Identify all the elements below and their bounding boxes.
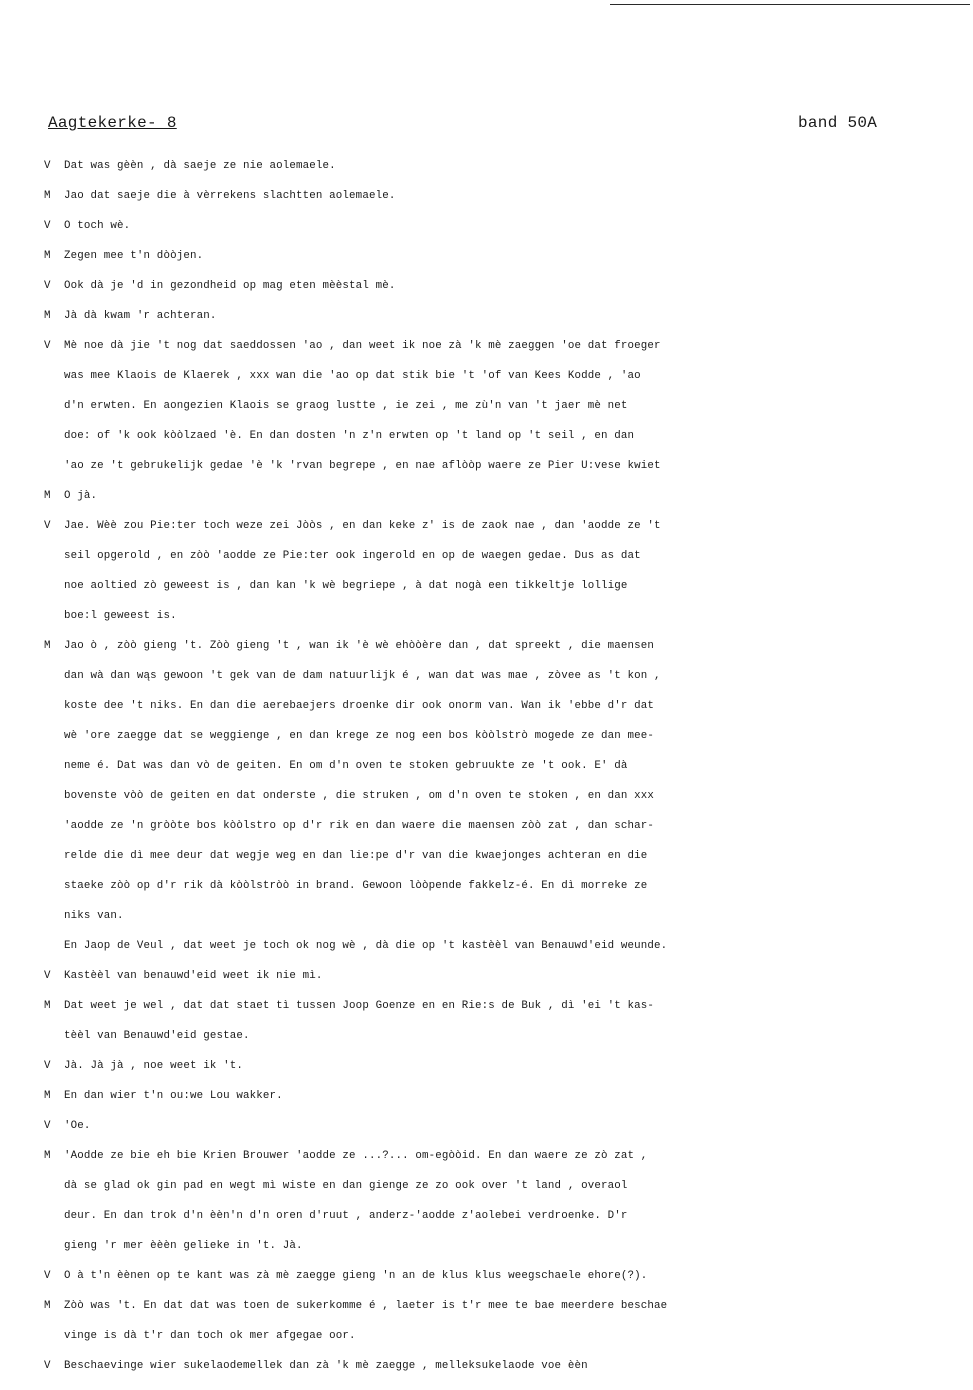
line-text: tèèl van Benauwd'eid gestae. — [64, 1030, 250, 1042]
transcript-line — [44, 1351, 973, 1381]
transcript-line — [44, 1051, 973, 1081]
line-text: O jà. — [64, 490, 98, 502]
line-text: Beschaevinge wier sukelaodemellek dan zà 'k mè zaegge , melleksukelaode voe èèn — [64, 1360, 588, 1372]
transcript-line — [44, 691, 973, 721]
page-header-band: band 50A — [798, 114, 878, 132]
transcript-line — [44, 1321, 973, 1351]
line-text: seil opgerold , en zòò 'aodde ze Pie:ter ook ingerold en op de waegen gedae. Dus as dat — [64, 550, 641, 562]
line-text: was mee Klaois de Klaerek , xxx wan die 'ao op dat stik bie 't 'of van Kees Kodde , 'ao — [64, 370, 641, 382]
line-text: Zegen mee t'n dòòjen. — [64, 250, 204, 262]
line-text: Jae. Wèè zou Pie:ter toch weze zei Jòòs , en dan keke z' is de zaok nae , dan 'aodde ze 't — [64, 520, 661, 532]
line-text: wè 'ore zaegge dat se weggienge , en dan krege ze nog een bos kòòlstrò mogede ze dan mee- — [64, 730, 654, 742]
transcript-line — [44, 901, 973, 931]
transcript-line — [44, 1021, 973, 1051]
line-text: Kastèèl van benauwd'eid weet ik nie mì. — [64, 970, 323, 982]
transcript-line — [44, 1201, 973, 1231]
speaker: V — [44, 220, 51, 232]
speaker: M — [44, 190, 51, 202]
line-text: O toch wè. — [64, 220, 131, 232]
line-text: niks van. — [64, 910, 124, 922]
speaker: V — [44, 520, 51, 532]
line-text: staeke zòò op d'r rik dà kòòlstròò in brand. Gewoon lòòpende fakkelz-é. En dì morreke ze — [64, 880, 648, 892]
speaker: M — [44, 1150, 51, 1162]
line-text: d'n erwten. En aongezien Klaois se graog lustte , ie zei , me zù'n van 't jaer mè net — [64, 400, 628, 412]
transcript-line — [44, 421, 973, 451]
transcript-line — [44, 391, 973, 421]
line-text: Mè noe dà jie 't nog dat saeddossen 'ao , dan weet ik noe zà 'k mè zaeggen 'oe dat froeger — [64, 340, 661, 352]
transcript-line — [44, 151, 973, 181]
speaker: V — [44, 1060, 51, 1072]
transcript-line — [44, 1231, 973, 1261]
transcript-line — [44, 721, 973, 751]
line-text: Jao ò , zòò gieng 't. Zòò gieng 't , wan ik 'è wè ehòòère dan , dat spreekt , die maensen — [64, 640, 654, 652]
speaker: V — [44, 1360, 51, 1372]
transcript-line — [44, 1171, 973, 1201]
speaker: V — [44, 280, 51, 292]
line-text: Jà. Jà jà , noe weet ik 't. — [64, 1060, 243, 1072]
line-text: bovenste vòò de geiten en dat onderste , die struken , om d'n oven te stoken , en dan xxx — [64, 790, 654, 802]
speaker: V — [44, 1270, 51, 1282]
transcript-line — [44, 1261, 973, 1291]
transcript-line — [44, 481, 973, 511]
line-text: Zòò was 't. En dat dat was toen de sukerkomme é , laeter is t'r mee te bae meerdere beschae — [64, 1300, 668, 1312]
transcript-line — [44, 1081, 973, 1111]
line-text: 'Aodde ze bie eh bie Krien Brouwer 'aodde ze ...?... om-egòòid. En dan waere ze zò zat , — [64, 1150, 648, 1162]
line-text: gieng 'r mer èèèn gelieke in 't. Jà. — [64, 1240, 303, 1252]
line-text: En Jaop de Veul , dat weet je toch ok nog wè , dà die op 't kastèèl van Benauwd'eid weunde. — [64, 940, 668, 952]
transcript-line — [44, 1111, 973, 1141]
transcript-line — [44, 961, 973, 991]
line-text: noe aoltied zò geweest is , dan kan 'k wè begriepe , à dat nogà een tikkeltje lollige — [64, 580, 628, 592]
line-text: Jao dat saeje die à vèrrekens slachtten aolemaele. — [64, 190, 396, 202]
line-text: boe:l geweest is. — [64, 610, 177, 622]
speaker: M — [44, 1300, 51, 1312]
page-header-title: Aagtekerke- 8 — [48, 114, 177, 132]
transcript-line — [44, 211, 973, 241]
line-text: Ook dà je 'd in gezondheid op mag eten mèèstal mè. — [64, 280, 396, 292]
transcript-line — [44, 931, 973, 961]
transcript-line — [44, 451, 973, 481]
transcript-line — [44, 571, 973, 601]
transcript-line — [44, 1291, 973, 1321]
speaker: M — [44, 250, 51, 262]
transcript-line — [44, 751, 973, 781]
transcript-line — [44, 331, 973, 361]
transcript-line — [44, 511, 973, 541]
line-text: En dan wier t'n ou:we Lou wakker. — [64, 1090, 283, 1102]
transcript-line — [44, 181, 973, 211]
transcript-line — [44, 871, 973, 901]
line-text: deur. En dan trok d'n èèn'n d'n oren d'ruut , anderz-'aodde z'aolebei verdroenke. D'r — [64, 1210, 628, 1222]
line-text: dà se glad ok gin pad en wegt mì wiste en dan gienge ze zo ook over 't land , overaol — [64, 1180, 628, 1192]
transcript-line — [44, 361, 973, 391]
line-text: doe: of 'k ook kòòlzaed 'è. En dan dosten 'n z'n erwten op 't land op 't seil , en dan — [64, 430, 635, 442]
transcript-body — [44, 151, 973, 1381]
line-text: dan wà dan wąs gewoon 't gek van de dam natuurlijk é , wan dat was mae , zòvee as 't kon , — [64, 670, 661, 682]
transcript-line — [44, 841, 973, 871]
line-text: 'Oe. — [64, 1120, 91, 1132]
transcript-line — [44, 301, 973, 331]
speaker: V — [44, 160, 51, 172]
speaker: M — [44, 1000, 51, 1012]
transcript-line — [44, 1141, 973, 1171]
line-text: O à t'n èènen op te kant was zà mè zaegge gieng 'n an de klus klus weegschaele ehore(?). — [64, 1270, 648, 1282]
line-text: vinge is dà t'r dan toch ok mer afgegae oor. — [64, 1330, 356, 1342]
speaker: M — [44, 1090, 51, 1102]
line-text: Dat was gèèn , dà saeje ze nie aolemaele. — [64, 160, 336, 172]
line-text: 'aodde ze 'n gròòte bos kòòlstro op d'r rik en dan waere die maensen zòò zat , dan schar- — [64, 820, 654, 832]
speaker: M — [44, 640, 51, 652]
transcript-line — [44, 241, 973, 271]
transcript-line — [44, 631, 973, 661]
speaker: V — [44, 1120, 51, 1132]
transcript-line — [44, 541, 973, 571]
transcript-line — [44, 991, 973, 1021]
transcript-line — [44, 781, 973, 811]
transcript-line — [44, 661, 973, 691]
speaker: M — [44, 310, 51, 322]
top-rule — [610, 4, 970, 5]
speaker: V — [44, 970, 51, 982]
line-text: relde die dì mee deur dat wegje weg en dan lie:pe d'r van die kwaejonges achteran en die — [64, 850, 648, 862]
speaker: V — [44, 340, 51, 352]
line-text: neme é. Dat was dan vò de geiten. En om d'n oven te stoken gebruukte ze 't ook. E' dà — [64, 760, 628, 772]
transcript-line — [44, 601, 973, 631]
transcript-line — [44, 271, 973, 301]
line-text: Jà dà kwam 'r achteran. — [64, 310, 217, 322]
line-text: koste dee 't niks. En dan die aerebaejers droenke dir ook onorm van. Wan ik 'ebbe d'r dat — [64, 700, 654, 712]
line-text: 'ao ze 't gebrukelijk gedae 'è 'k 'rvan begrepe , en nae aflòòp waere ze Pier U:vese kwiet — [64, 460, 661, 472]
transcript-line — [44, 811, 973, 841]
line-text: Dat weet je wel , dat dat staet tì tussen Joop Goenze en en Rie:s de Buk , dì 'ei 't kas- — [64, 1000, 654, 1012]
speaker: M — [44, 490, 51, 502]
